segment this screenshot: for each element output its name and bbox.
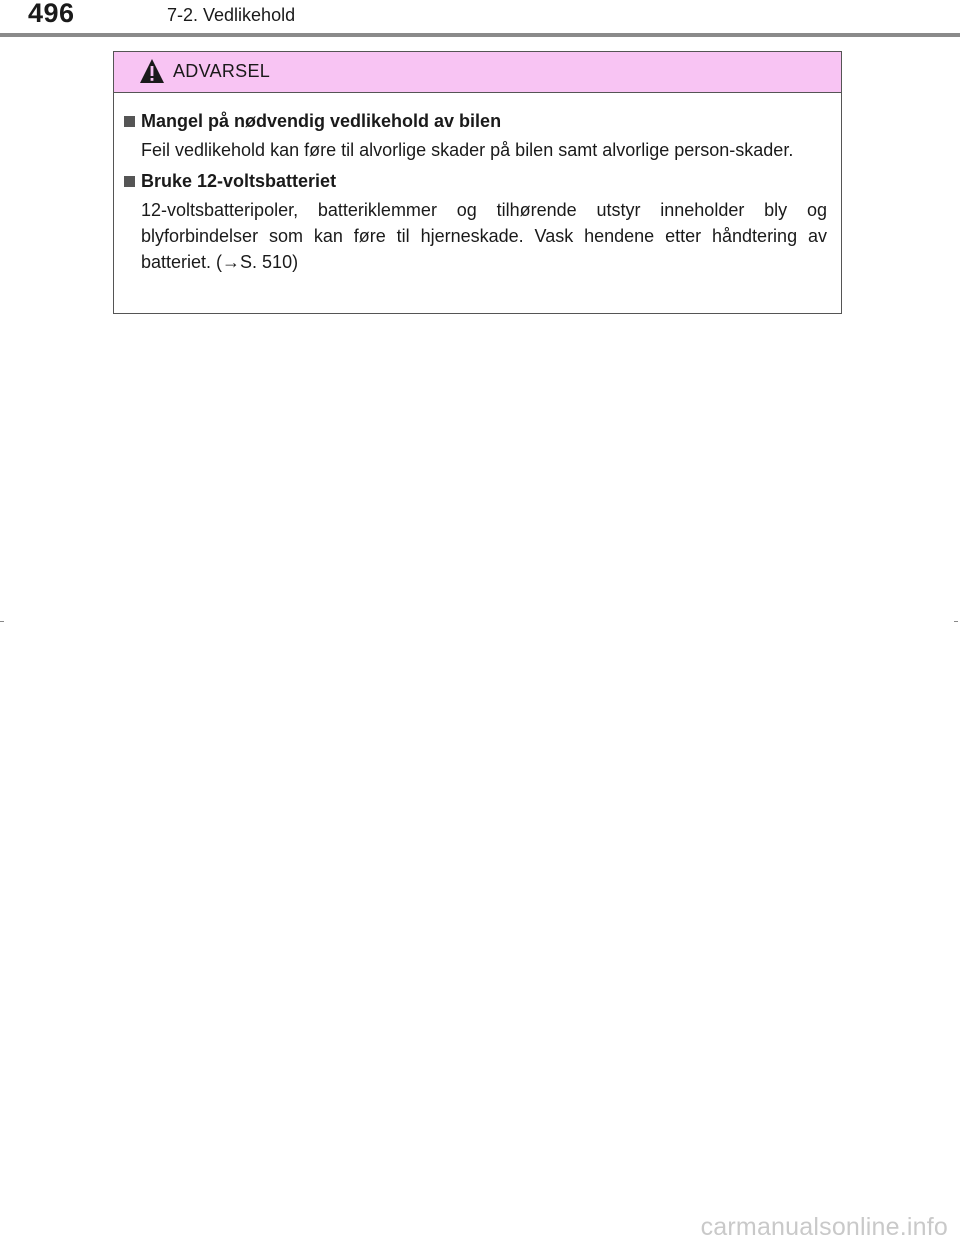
page-number: 496 xyxy=(28,0,75,28)
item-text: 12-voltsbatteripoler, batteriklemmer og tilhørende utstyr inneholder bly og blyforbindelser som kan føre til hjerneskade. Vask hendene etter håndtering av batteriet. (→S. 510) xyxy=(141,200,827,272)
item-heading xyxy=(124,109,827,133)
item-text: Feil vedlikehold kan føre til alvorlige skader på bilen samt alvorlige person-skader. xyxy=(141,140,794,160)
header-rule xyxy=(0,33,960,37)
warning-header xyxy=(114,52,841,93)
warning-item xyxy=(124,169,827,275)
page-header xyxy=(0,0,960,40)
square-bullet-icon xyxy=(124,176,135,187)
warning-body xyxy=(114,93,841,275)
crop-mark-right xyxy=(954,621,958,622)
item-heading-text: Bruke 12-voltsbatteriet xyxy=(141,171,337,191)
item-heading xyxy=(124,169,827,193)
warning-item xyxy=(124,109,827,163)
watermark: carmanualsonline.info xyxy=(700,1213,948,1241)
warning-label: ADVARSEL xyxy=(173,61,271,81)
square-bullet-icon xyxy=(124,116,135,127)
crop-mark-left xyxy=(0,621,4,622)
warning-box xyxy=(113,51,842,314)
warning-triangle-icon xyxy=(139,58,165,84)
item-heading-text: Mangel på nødvendig vedlikehold av bilen xyxy=(141,111,502,131)
section-title: 7-2. Vedlikehold xyxy=(167,5,296,25)
